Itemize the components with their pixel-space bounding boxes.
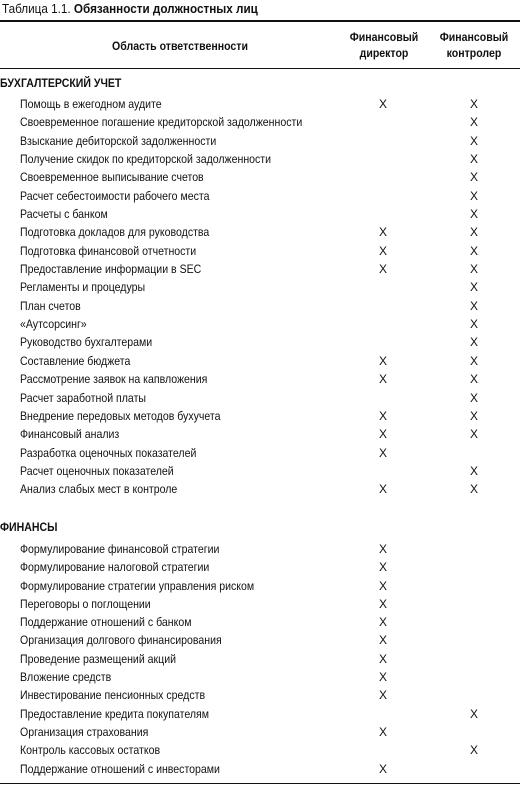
controller-mark: X [469, 170, 478, 185]
director-mark: X [378, 761, 387, 776]
table-top-rule [0, 20, 520, 22]
controller-mark: X [469, 280, 478, 295]
row-label: Расчет оценочных показателей [20, 463, 174, 478]
table-row [0, 353, 520, 371]
director-mark: X [378, 445, 387, 460]
row-label: Организация долгового финансирования [20, 633, 222, 648]
row-label: Инвестирование пенсионных средств [20, 688, 206, 703]
table-row [0, 651, 520, 669]
table-row [0, 669, 520, 687]
table-row [0, 761, 520, 779]
row-label: Финансовый анализ [20, 427, 120, 442]
controller-mark: X [469, 188, 478, 203]
controller-mark: X [469, 298, 478, 313]
table-row [0, 243, 520, 261]
director-mark: X [378, 482, 387, 497]
row-label: Составление бюджета [20, 353, 131, 368]
row-label: Формулирование финансовой стратегии [20, 542, 220, 556]
row-label: Предоставление кредита покупателям [20, 706, 210, 721]
row-label: Своевременное погашение кредиторской задолженности [20, 115, 303, 130]
row-label: Вложение средств [20, 670, 112, 685]
director-mark: X [378, 651, 387, 666]
director-mark: X [378, 542, 387, 556]
table-row [0, 408, 520, 426]
table-row [0, 298, 520, 316]
director-mark: X [378, 633, 387, 648]
row-label: Анализ слабых мест в контроле [20, 482, 178, 497]
controller-mark: X [469, 427, 478, 442]
row-label: Своевременное выписывание счетов [20, 170, 204, 185]
table-row [0, 481, 520, 499]
table-row [0, 596, 520, 614]
controller-mark: X [469, 743, 478, 758]
controller-mark: X [469, 243, 478, 258]
table-row [0, 261, 520, 279]
table-row [0, 706, 520, 724]
header-director [332, 29, 436, 61]
director-mark: X [378, 724, 387, 739]
director-mark: X [378, 578, 387, 593]
table-row [0, 463, 520, 481]
section-title-finance: ФИНАНСЫ [0, 520, 58, 534]
controller-mark: X [469, 115, 478, 130]
row-label: Формулирование стратегии управления риском [20, 578, 255, 593]
controller-mark: X [469, 390, 478, 405]
director-mark: X [378, 225, 387, 240]
row-label: Подготовка докладов для руководства [20, 225, 210, 240]
director-mark: X [378, 353, 387, 368]
row-label: План счетов [20, 298, 81, 313]
table-row [0, 426, 520, 444]
row-label: Расчет себестоимости рабочего места [20, 188, 210, 203]
row-label: Внедрение передовых методов бухучета [20, 408, 221, 423]
director-mark: X [378, 596, 387, 611]
row-label: Контроль кассовых остатков [20, 743, 161, 758]
row-label: Разработка оценочных показателей [20, 445, 197, 460]
controller-mark: X [469, 372, 478, 387]
row-label: Поддержание отношений с банком [20, 615, 192, 630]
row-label: Рассмотрение заявок на капвложения [20, 372, 208, 387]
header-area: Область ответственности [112, 39, 248, 53]
row-label: Руководство бухгалтерами [20, 335, 153, 350]
table-header-rule [0, 68, 520, 69]
director-mark: X [378, 243, 387, 258]
caption-prefix: Таблица 1.1. [2, 1, 71, 16]
table-row [0, 334, 520, 352]
table-row [0, 114, 520, 132]
table-row [0, 224, 520, 242]
director-mark: X [378, 97, 387, 111]
table-row [0, 445, 520, 463]
table-row [0, 133, 520, 151]
section-title-accounting: БУХГАЛТЕРСКИЙ УЧЕТ [0, 76, 122, 90]
controller-mark: X [469, 317, 478, 332]
row-label: Поддержание отношений с инвесторами [20, 761, 220, 776]
table-row [0, 151, 520, 169]
row-label: Расчеты с банком [20, 207, 108, 222]
header-controller-line1: Финансовый [439, 30, 509, 44]
header-controller [426, 29, 520, 61]
row-label: Формулирование налоговой стратегии [20, 560, 210, 575]
section-rows-accounting [0, 96, 520, 500]
controller-mark: X [469, 353, 478, 368]
controller-mark: X [469, 482, 478, 497]
row-label: Регламенты и процедуры [20, 280, 146, 295]
table-row [0, 169, 520, 187]
row-label: Взыскание дебиторской задолженности [20, 133, 217, 148]
row-label: Организация страхования [20, 724, 149, 739]
table-caption [2, 0, 258, 18]
table-row [0, 632, 520, 650]
director-mark: X [378, 615, 387, 630]
controller-mark: X [469, 408, 478, 423]
table-row [0, 541, 520, 559]
table-row [0, 390, 520, 408]
table-row [0, 279, 520, 297]
director-mark: X [378, 262, 387, 277]
table-row [0, 316, 520, 334]
director-mark: X [378, 372, 387, 387]
caption-title: Обязанности должностных лиц [73, 1, 258, 16]
header-director-line1: Финансовый [349, 30, 419, 44]
section-rows-finance [0, 541, 520, 779]
director-mark: X [378, 670, 387, 685]
table-row [0, 206, 520, 224]
header-controller-line2: контролер [446, 46, 502, 60]
row-label: Расчет заработной платы [20, 390, 147, 405]
table-row [0, 742, 520, 760]
table-row [0, 188, 520, 206]
table-row [0, 724, 520, 742]
controller-mark: X [469, 706, 478, 721]
table-bottom-rule [0, 783, 520, 784]
row-label: Предоставление информации в SEC [20, 262, 202, 277]
table-row [0, 559, 520, 577]
controller-mark: X [469, 133, 478, 148]
director-mark: X [378, 560, 387, 575]
controller-mark: X [469, 152, 478, 167]
row-label: Подготовка финансовой отчетности [20, 243, 197, 258]
director-mark: X [378, 688, 387, 703]
table-row [0, 371, 520, 389]
row-label: Проведение размещений акций [20, 651, 176, 666]
row-label: Помощь в ежегодном аудите [20, 97, 162, 111]
header-director-line2: директор [359, 46, 409, 60]
controller-mark: X [469, 335, 478, 350]
director-mark: X [378, 408, 387, 423]
row-label: Переговоры о поглощении [20, 596, 151, 611]
controller-mark: X [469, 262, 478, 277]
table-row [0, 578, 520, 596]
row-label: «Аутсорсинг» [20, 317, 87, 332]
table-row [0, 687, 520, 705]
controller-mark: X [469, 97, 478, 111]
director-mark: X [378, 427, 387, 442]
row-label: Получение скидок по кредиторской задолженности [20, 152, 272, 167]
table-row [0, 614, 520, 632]
controller-mark: X [469, 207, 478, 222]
controller-mark: X [469, 225, 478, 240]
controller-mark: X [469, 463, 478, 478]
table-row [0, 96, 520, 114]
